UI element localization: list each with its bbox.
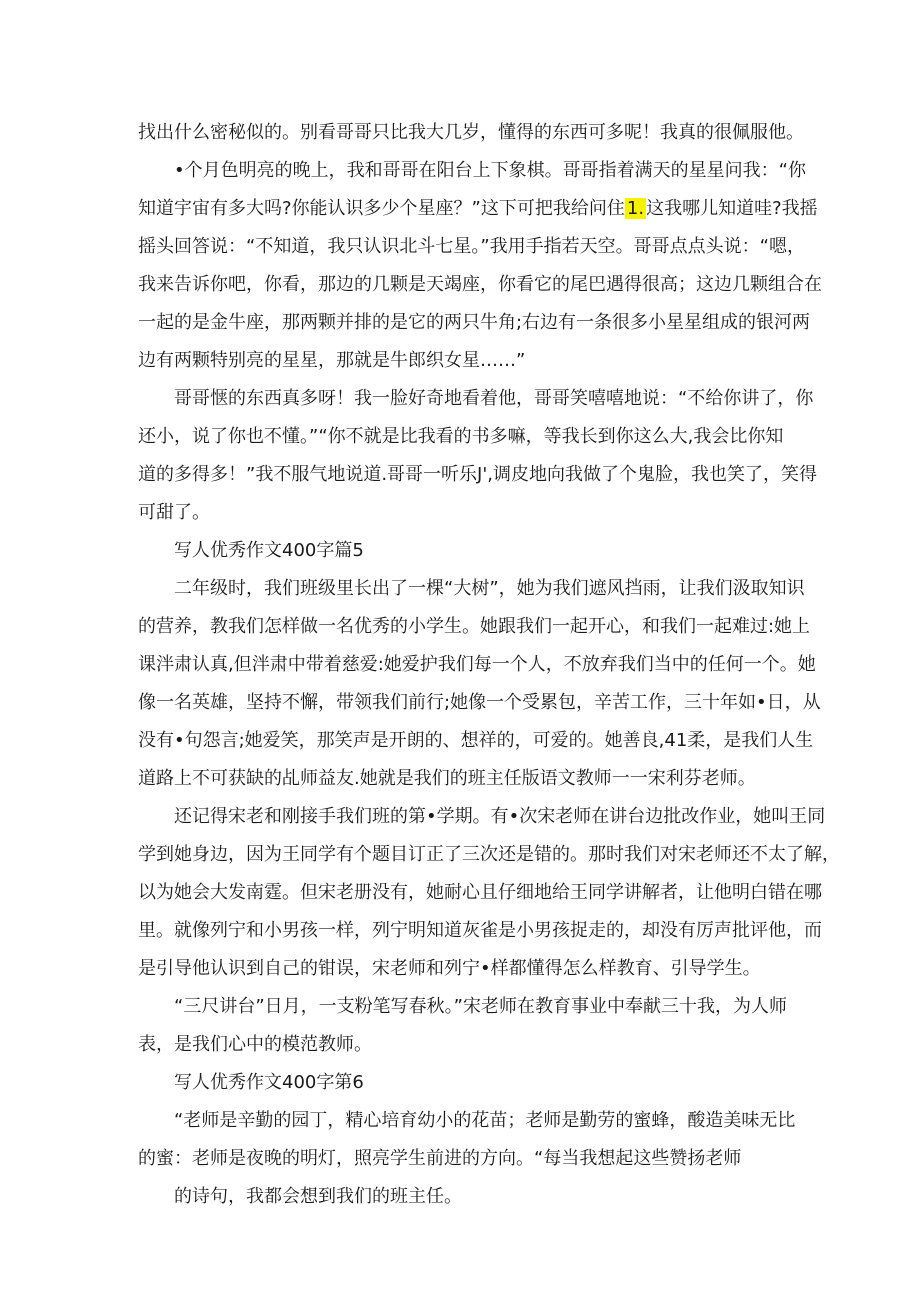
- text-line: 的诗句，我都会想到我们的班主任。: [174, 1186, 462, 1207]
- paragraph-5: [138, 798, 840, 988]
- text-line: 课泮肃认真,但泮肃中带着慈爱:她爱护我们每一个人，不放弃我们当中的任何一个。她: [138, 654, 816, 675]
- text-line: 的营养，教我们怎样做一名优秀的小学生。她跟我们一起开心，和我们一起难过:她上: [138, 616, 811, 637]
- text-line: 可甜了。: [138, 502, 210, 523]
- text-line: 还小，说了你也不懂。”“你不就是比我看的书多嘛，等我长到你这么大,我会比你知: [138, 426, 784, 447]
- text-line: 一起的是金牛座，那两颗并排的是它的两只牛角;右边有一条很多小星星组成的银河两: [138, 312, 811, 333]
- text-line: 我来告诉你吧，你看，那边的几颗是天竭座，你看它的尾巴遇得很高；这边几颗组合在: [138, 274, 822, 295]
- paragraph-3: [138, 380, 818, 532]
- section-heading-6: 写人优秀作文400字第6: [174, 1072, 364, 1093]
- text-line: 里。就像列宁和小男孩一样，列宁明知道灰雀是小男孩捉走的，却没有厉声批评他，而: [138, 920, 822, 941]
- text-line: •个月色明亮的晚上，我和哥哥在阳台上下象棋。哥哥指着满天的星星问我：“你: [174, 160, 806, 181]
- text-line: 表，是我们心中的模范教师。: [138, 1034, 372, 1055]
- text-segment: 知道宇宙有多大吗?你能认识多少个星座？”这下可把我给问住: [138, 198, 625, 219]
- text-line: 学到她身边，因为王同学有个题目订正了三次还是错的。那时我们对宋老师还不太了解，: [138, 844, 840, 865]
- text-line: “三尺讲台”日月，一支粉笔写春秋。”宋老师在教育事业中奉献三十我，为人师: [174, 996, 787, 1017]
- text-line: 的蜜：老师是夜晚的明灯，照亮学生前进的方向。“每当我想起这些赞扬老师: [138, 1148, 742, 1169]
- text-line-with-highlight: [138, 190, 818, 228]
- section-heading-5: 写人优秀作文400字篇5: [174, 540, 364, 561]
- text-line: 以为她会大发南霆。但宋老册没有，她耐心且仔细地给王同学讲解者，让他明白错在哪: [138, 882, 822, 903]
- paragraph-2: [138, 152, 822, 380]
- text-line: 二年级时，我们班级里长出了一棵“大树”，她为我们遮风挡雨，让我们汲取知识: [174, 578, 805, 599]
- paragraph-6: [138, 988, 788, 1064]
- text-line: 像一名英雄，坚持不懈，带领我们前行;她像一个受累包，辛苦工作，三十年如•日，从: [138, 692, 821, 713]
- text-line: 哥哥惬的东西真多呀！我一脸好奇地看着他，哥哥笑嘻嘻地说：“不给你讲了，你: [174, 388, 814, 409]
- text-line: 道路上不可获缺的乩师益友.她就是我们的班主任版语文教师一一宋利芬老师。: [138, 768, 756, 789]
- text-line: “老师是辛勤的园丁，精心培育幼小的花苗；老师是勤劳的蜜蜂，酸造美味无比: [174, 1110, 796, 1131]
- paragraph-4: [138, 570, 821, 798]
- text-segment: 这我哪儿知道哇?我摇: [646, 198, 818, 219]
- text-line: 边有两颗特别亮的星星，那就是牛郎织女星……”: [138, 350, 526, 371]
- paragraph-7: [138, 1102, 796, 1178]
- text-line: 是引导他认识到自己的钳误，宋老师和列宁•样都懂得怎么样教育、引导学生。: [138, 958, 761, 979]
- paragraph-1: [138, 114, 804, 152]
- text-line: 没有•句怨言;她爱笑，那笑声是开朗的、想祥的，可爱的。她善良,41柔，是我们人生: [138, 730, 814, 751]
- paragraph-8: [174, 1178, 788, 1216]
- text-line: 还记得宋老和刚接手我们班的第•学期。有•次宋老师在讲台边批改作业，她叫王同: [174, 806, 826, 827]
- text-line: 道的多得多！”我不服气地说道.哥哥一听乐J',调皮地向我做了个鬼脸，我也笑了，笑得: [138, 464, 818, 485]
- text-line: 找出什么密秘似的。别看哥哥只比我大几岁，懂得的东西可多呢！我真的很佩服他。: [138, 122, 804, 143]
- text-line: 摇头回答说：“不知道，我只认识北斗七星。”我用手指若天空。哥哥点点头说：“嗯，: [138, 236, 805, 257]
- highlight-mark: 1.: [626, 198, 645, 219]
